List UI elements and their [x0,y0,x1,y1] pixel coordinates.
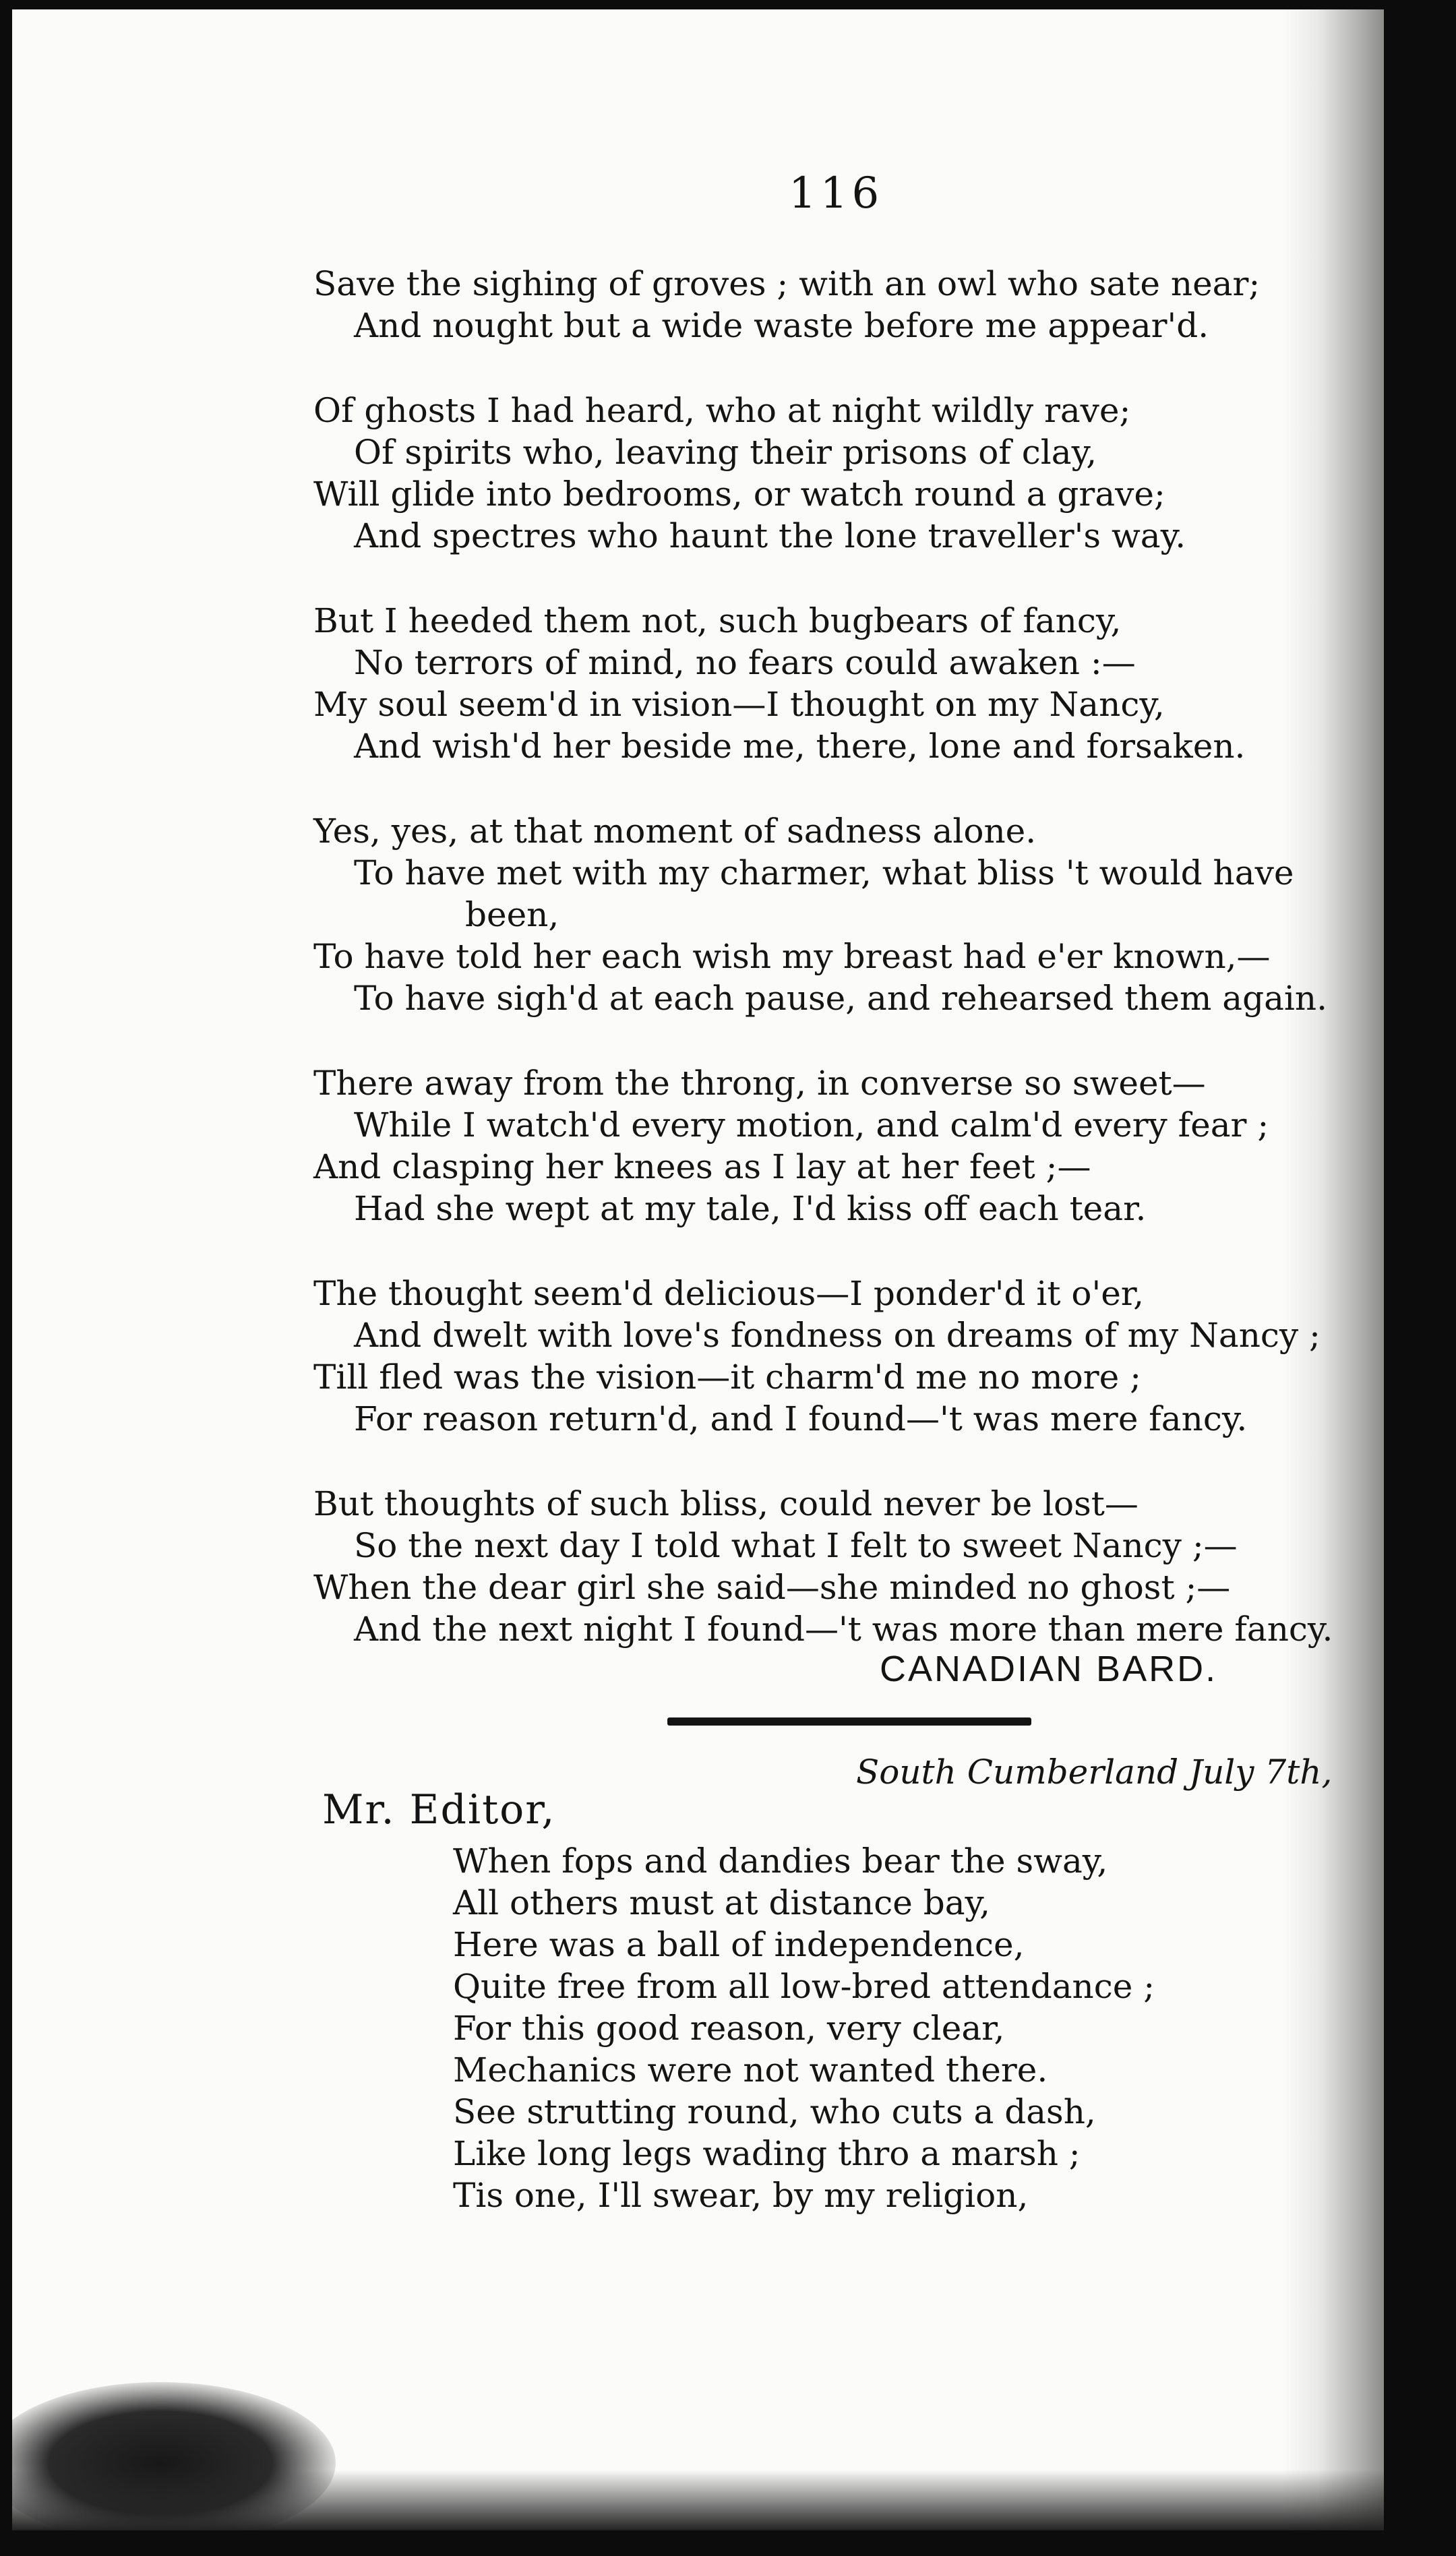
page-edge-shadow [12,2470,1384,2530]
verse-line: While I watch'd every motion, and calm'd every fear ; [354,1105,1269,1145]
stanza [313,1273,1345,1440]
letter-verse [453,1840,1155,2216]
verse-line: So the next day I told what I felt to sweet Nancy ;— [354,1526,1238,1565]
verse-line: Here was a ball of independence, [453,1925,1025,1964]
page-number: 116 [789,169,884,218]
verse-line: See strutting round, who cuts a dash, [453,2092,1096,2131]
stanza [313,810,1345,1019]
verse-line: And dwelt with love's fondness on dreams of my Nancy ; [354,1316,1321,1355]
stanza [313,1062,1345,1229]
verse-line: There away from the throng, in converse so sweet— [313,1064,1206,1103]
stanza [313,1483,1345,1650]
verse-line: But thoughts of such bliss, could never be lost— [313,1484,1139,1523]
stanza [313,600,1345,767]
verse-line: And the next night I found—'t was more than mere fancy. [354,1610,1333,1649]
letter-salutation: Mr. Editor, [322,1786,556,1833]
verse-line: When fops and dandies bear the sway, [453,1842,1108,1881]
verse-line: To have sigh'd at each pause, and rehearsed them again. [354,979,1328,1018]
verse-line: And nought but a wide waste before me appear'd. [354,306,1209,345]
verse-line: No terrors of mind, no fears could awaken :— [354,643,1136,682]
verse-line: All others must at distance bay, [453,1883,991,1922]
verse-line: Had she wept at my tale, I'd kiss off each tear. [354,1189,1147,1228]
verse-line: When the dear girl she said—she minded no ghost ;— [313,1568,1231,1607]
verse-line: Of ghosts I had heard, who at night wildly rave; [313,391,1131,430]
verse-line: Like long legs wading thro a marsh ; [453,2134,1081,2173]
verse-line: My soul seem'd in vision—I thought on my Nancy, [313,685,1165,724]
verse-line: Yes, yes, at that moment of sadness alone. [313,812,1037,851]
verse-line: The thought seem'd delicious—I ponder'd it o'er, [313,1274,1145,1313]
verse-line: Till fled was the vision—it charm'd me no more ; [313,1358,1141,1397]
verse-line: And spectres who haunt the lone traveller's way. [354,516,1186,555]
verse-line: And wish'd her beside me, there, lone and forsaken. [354,727,1246,766]
letter-dateline: South Cumberland July 7th, [856,1753,1333,1792]
stanza [313,390,1345,557]
poem-signature: CANADIAN BARD. [880,1649,1218,1689]
poem [313,263,1345,1693]
stanza [313,263,1345,346]
verse-line: But I heeded them not, such bugbears of fancy, [313,601,1122,640]
section-divider [667,1717,1031,1726]
verse-line: Mechanics were not wanted there. [453,2050,1048,2090]
verse-line: For reason return'd, and I found—'t was mere fancy. [354,1399,1248,1438]
verse-line: Save the sighing of groves ; with an owl who sate near; [313,264,1261,303]
verse-line: For this good reason, very clear, [453,2009,1005,2048]
verse-line: Tis one, I'll swear, by my religion, [453,2176,1029,2215]
verse-line: And clasping her knees as I lay at her feet ;— [313,1147,1091,1186]
verse-line: been, [465,895,559,934]
verse-line: Quite free from all low-bred attendance ; [453,1967,1155,2006]
verse-line: To have told her each wish my breast had e'er known,— [313,937,1271,976]
verse-line: To have met with my charmer, what bliss 't would have [354,853,1294,892]
verse-line: Of spirits who, leaving their prisons of clay, [354,433,1097,472]
verse-line: Will glide into bedrooms, or watch round a grave; [313,475,1165,514]
